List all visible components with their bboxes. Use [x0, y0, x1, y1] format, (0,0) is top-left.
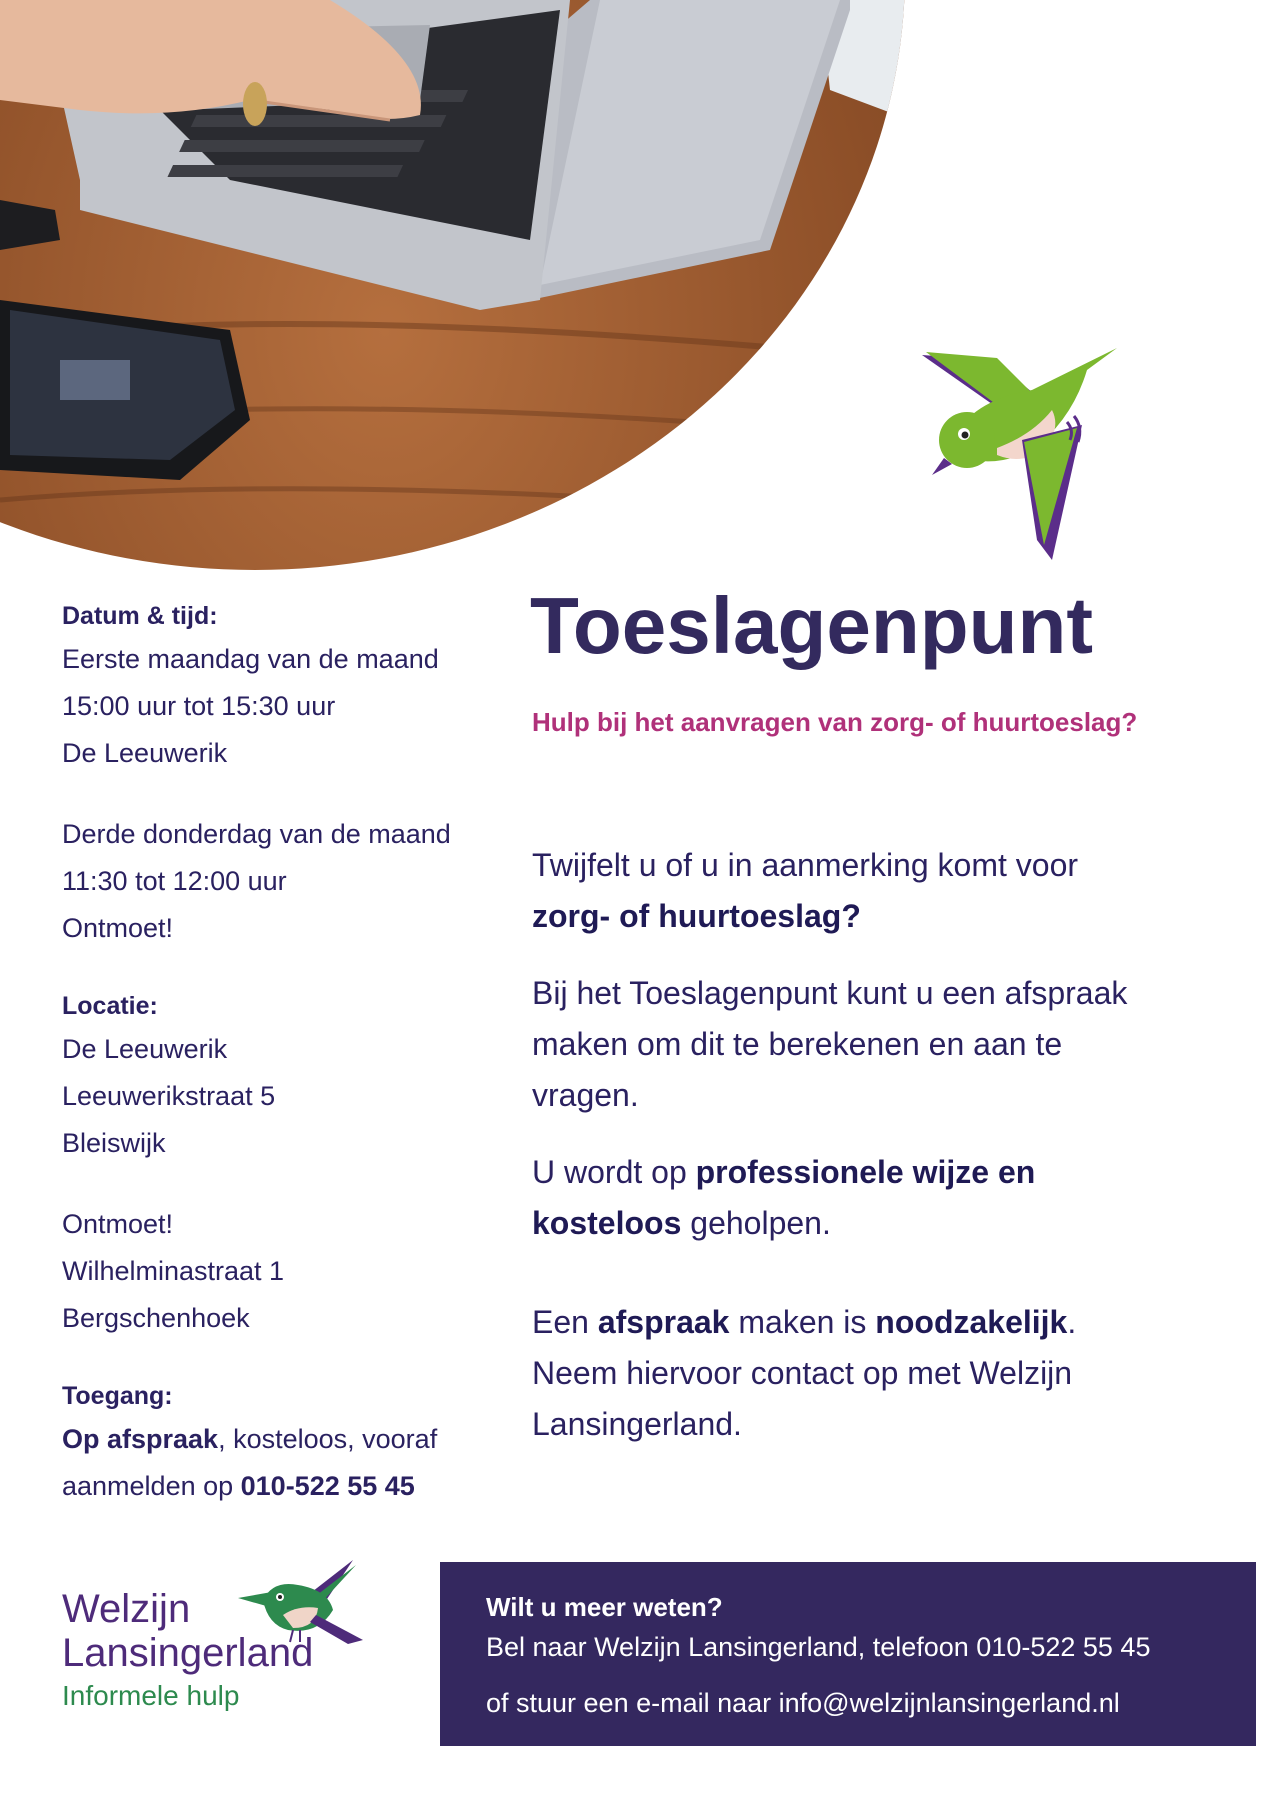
slot2-day: Derde donderdag van de maand	[62, 819, 451, 849]
main-text	[532, 840, 1232, 1476]
toegang-line1: Op afspraak, kosteloos, vooraf	[62, 1424, 438, 1454]
slot2-time: 11:30 tot 12:00 uur	[62, 866, 287, 896]
slot1-day: Eerste maandag van de maand	[62, 644, 439, 674]
toegang-label: Toegang:	[62, 1382, 173, 1410]
loc2-name: Ontmoet!	[62, 1209, 174, 1239]
locatie-label: Locatie:	[62, 992, 158, 1020]
contact-email-line: of stuur een e-mail naar info@welzijnlansingerland.nl	[486, 1688, 1120, 1718]
bird-icon	[912, 330, 1132, 560]
slot1-place: De Leeuwerik	[62, 738, 228, 768]
info-column	[62, 596, 492, 1510]
contact-phone-line: Bel naar Welzijn Lansingerland, telefoon 010-522 55 45	[486, 1632, 1151, 1662]
loc1-street: Leeuwerikstraat 5	[62, 1081, 276, 1111]
logo-line-2: Lansingerland	[62, 1631, 314, 1675]
loc1-name: De Leeuwerik	[62, 1034, 228, 1064]
welzijn-logo	[60, 1560, 380, 1710]
loc1-city: Bleiswijk	[62, 1128, 166, 1158]
logo-line-1: Welzijn	[62, 1587, 191, 1631]
laptop-photo-icon	[0, 0, 905, 570]
page-subtitle: Hulp bij het aanvragen van zorg- of huurtoeslag?	[532, 707, 1138, 737]
loc2-city: Bergschenhoek	[62, 1303, 250, 1333]
slot1-time: 15:00 uur tot 15:30 uur	[62, 691, 336, 721]
hero-photo	[0, 0, 905, 570]
datum-label: Datum & tijd:	[62, 602, 218, 630]
loc2-street: Wilhelminastraat 1	[62, 1256, 285, 1286]
paragraph-4: Een afspraak maken is noodzakelijk. Neem hiervoor contact op met Welzijn Lansingerland.	[532, 1304, 1077, 1442]
toegang-phone: 010-522 55 45	[240, 1471, 415, 1501]
paragraph-1: Twijfelt u of u in aanmerking komt voor zorg- of huurtoeslag?	[532, 847, 1079, 934]
contact-heading: Wilt u meer weten?	[486, 1592, 723, 1622]
paragraph-2: Bij het Toeslagenpunt kunt u een afspraak maken om dit te berekenen en aan te vragen.	[532, 975, 1128, 1113]
contact-box	[440, 1562, 1256, 1746]
page-title: Toeslagenpunt	[530, 581, 1093, 670]
slot2-place: Ontmoet!	[62, 913, 174, 943]
toegang-line2: aanmelden op 010-522 55 45	[62, 1471, 415, 1501]
logo-line-3: Informele hulp	[62, 1680, 240, 1711]
paragraph-3: U wordt op professionele wijze en kosteloos geholpen.	[532, 1154, 1036, 1241]
